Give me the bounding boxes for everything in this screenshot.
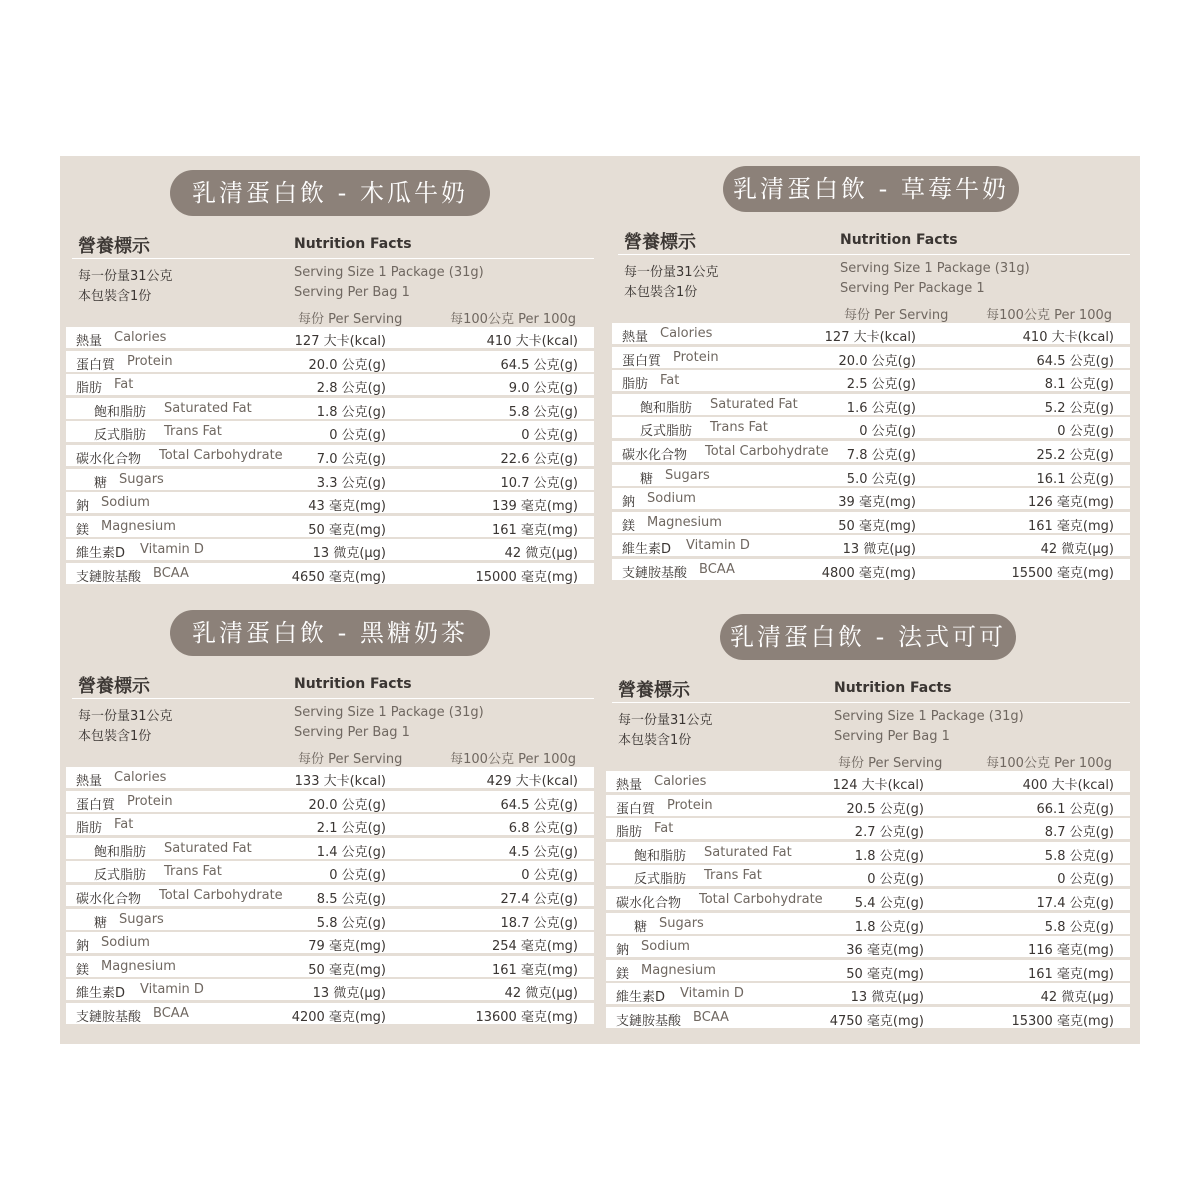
nutrient-name-zh: 飽和脂肪 xyxy=(634,848,687,864)
serving-size-en: Serving Size 1 Package (31g) xyxy=(840,261,1030,276)
servings-per-package-zh: 本包裝含1份 xyxy=(78,289,152,304)
per-100g-value: 429 大卡(kcal) xyxy=(486,774,578,789)
nutrient-row xyxy=(66,767,594,788)
serving-info xyxy=(606,705,1130,747)
per-100g-value: 116 毫克(mg) xyxy=(1027,943,1114,959)
nutrient-row xyxy=(612,323,1130,344)
nutrient-name-en: Saturated Fat xyxy=(710,396,798,412)
nutrient-row xyxy=(66,791,594,812)
nutrient-row xyxy=(66,563,594,584)
per-100g-value: 42 微克(μg) xyxy=(1040,990,1114,1006)
nutrient-name-en: Calories xyxy=(114,330,167,345)
per-100g-value: 5.8 公克(g) xyxy=(1044,848,1114,864)
nutrient-row xyxy=(66,351,594,372)
per-serving-value: 133 大卡(kcal) xyxy=(294,774,386,789)
nutrient-name-zh: 維生素D xyxy=(622,542,672,558)
nutrient-row xyxy=(606,983,1130,1004)
nutrient-rows xyxy=(66,327,594,584)
nutrient-name-en: Fat xyxy=(660,373,680,389)
nutrient-row xyxy=(606,771,1130,792)
nutrient-name-en: Trans Fat xyxy=(164,864,222,880)
per-serving-value: 50 毫克(mg) xyxy=(846,966,924,982)
nutrient-name-en: Total Carbohydrate xyxy=(159,887,283,903)
nutrient-row xyxy=(612,535,1130,556)
nutrient-name-zh: 鈉 xyxy=(622,495,636,511)
nutrient-row xyxy=(66,838,594,859)
nutrition-label-en: Nutrition Facts xyxy=(294,676,412,692)
nutrient-row xyxy=(66,932,594,953)
nutrient-name-zh: 碳水化合物 xyxy=(622,447,688,463)
per-100g-value: 25.2 公克(g) xyxy=(1036,447,1114,463)
per-100g-value: 5.2 公克(g) xyxy=(1044,400,1114,416)
nutrient-row xyxy=(66,374,594,395)
nutrient-name-zh: 熱量 xyxy=(76,774,103,789)
per-100g-value: 400 大卡(kcal) xyxy=(1022,778,1114,793)
nutrient-name-en: Vitamin D xyxy=(140,982,204,998)
servings-per-package-en: Serving Per Package 1 xyxy=(840,281,985,296)
nutrition-header xyxy=(612,224,1130,254)
nutrient-name-zh: 熱量 xyxy=(622,330,649,345)
per-100g-value: 15300 毫克(mg) xyxy=(1011,1013,1114,1029)
per-serving-value: 13 微克(μg) xyxy=(842,542,916,558)
column-headers xyxy=(66,743,594,767)
servings-per-package-en: Serving Per Bag 1 xyxy=(834,729,950,744)
nutrient-name-zh: 鈉 xyxy=(76,499,90,515)
nutrient-rows xyxy=(606,771,1130,1028)
nutrient-name-en: Sodium xyxy=(101,495,150,511)
nutrition-panel-brown-sugar-milk-tea xyxy=(66,610,594,1027)
nutrient-name-en: Total Carbohydrate xyxy=(705,443,829,459)
serving-size-en: Serving Size 1 Package (31g) xyxy=(294,265,484,280)
nutrient-name-en: Calories xyxy=(660,326,713,341)
nutrient-name-en: Sodium xyxy=(647,491,696,507)
per-serving-value: 8.5 公克(g) xyxy=(316,891,386,907)
per-100g-value: 410 大卡(kcal) xyxy=(1022,330,1114,345)
nutrient-row xyxy=(66,956,594,977)
per-100g-value: 139 毫克(mg) xyxy=(491,499,578,515)
nutrient-row xyxy=(612,347,1130,368)
nutrient-row xyxy=(606,889,1130,910)
nutrition-header xyxy=(606,672,1130,702)
serving-size-en: Serving Size 1 Package (31g) xyxy=(834,709,1024,724)
nutrient-name-zh: 鎂 xyxy=(76,962,90,978)
flavor-title-pill: 乳清蛋白飲 - 黑糖奶茶 xyxy=(170,610,490,656)
nutrient-row xyxy=(606,936,1130,957)
nutrient-name-en: Magnesium xyxy=(647,514,722,530)
nutrient-row xyxy=(606,1007,1130,1028)
per-serving-value: 7.8 公克(g) xyxy=(846,447,916,463)
per-serving-value: 50 毫克(mg) xyxy=(308,522,386,538)
nutrient-name-en: BCAA xyxy=(699,561,735,577)
per-serving-value: 20.5 公克(g) xyxy=(846,801,924,817)
nutrient-row xyxy=(66,398,594,419)
nutrient-row xyxy=(612,417,1130,438)
nutrient-row xyxy=(66,885,594,906)
nutrition-label-zh: 營養標示 xyxy=(78,236,150,257)
nutrient-row xyxy=(66,516,594,537)
nutrient-row xyxy=(606,795,1130,816)
nutrient-name-en: Vitamin D xyxy=(140,542,204,558)
per-serving-value: 0 公克(g) xyxy=(329,428,386,444)
nutrient-name-zh: 支鏈胺基酸 xyxy=(76,569,142,585)
nutrient-name-zh: 脂肪 xyxy=(76,381,103,397)
per-serving-value: 5.8 公克(g) xyxy=(316,915,386,931)
header-divider xyxy=(612,702,1130,703)
per-serving-value: 0 公克(g) xyxy=(859,424,916,440)
nutrient-name-zh: 反式脂肪 xyxy=(634,872,687,888)
per-100g-value: 42 微克(μg) xyxy=(504,546,578,562)
per-serving-value: 124 大卡(kcal) xyxy=(832,778,924,793)
nutrient-name-zh: 支鏈胺基酸 xyxy=(622,565,688,581)
per-100g-value: 0 公克(g) xyxy=(1057,872,1114,888)
nutrient-name-en: Fat xyxy=(654,821,674,837)
nutrient-row xyxy=(66,445,594,466)
nutrient-name-zh: 蛋白質 xyxy=(622,353,662,369)
nutrient-name-en: Protein xyxy=(127,793,173,809)
per-serving-value: 0 公克(g) xyxy=(867,872,924,888)
nutrient-row xyxy=(66,492,594,513)
per-serving-value: 1.4 公克(g) xyxy=(316,844,386,860)
nutrient-row xyxy=(612,465,1130,486)
nutrient-name-zh: 碳水化合物 xyxy=(76,891,142,907)
per-100g-value: 9.0 公克(g) xyxy=(508,381,578,397)
nutrient-name-en: BCAA xyxy=(693,1009,729,1025)
nutrient-name-zh: 熱量 xyxy=(616,778,643,793)
serving-info xyxy=(612,257,1130,299)
nutrient-row xyxy=(612,512,1130,533)
nutrient-row xyxy=(612,559,1130,580)
nutrient-name-en: Protein xyxy=(667,797,713,813)
nutrient-name-en: Vitamin D xyxy=(680,986,744,1002)
nutrient-name-zh: 維生素D xyxy=(616,990,666,1006)
per-100g-value: 64.5 公克(g) xyxy=(1036,353,1114,369)
nutrient-name-zh: 飽和脂肪 xyxy=(94,404,147,420)
per-100g-value: 15000 毫克(mg) xyxy=(475,569,578,585)
nutrient-rows xyxy=(66,767,594,1024)
nutrient-name-zh: 糖 xyxy=(94,475,108,491)
serving-size-zh: 每一份量31公克 xyxy=(78,709,173,724)
nutrient-row xyxy=(612,488,1130,509)
nutrient-name-zh: 飽和脂肪 xyxy=(94,844,147,860)
servings-per-package-zh: 本包裝含1份 xyxy=(624,285,698,300)
nutrient-row xyxy=(612,394,1130,415)
nutrition-label-en: Nutrition Facts xyxy=(834,680,952,696)
per-100g-value: 254 毫克(mg) xyxy=(491,939,578,955)
nutrient-name-en: Protein xyxy=(127,353,173,369)
nutrient-name-en: Fat xyxy=(114,817,134,833)
nutrient-name-en: BCAA xyxy=(153,565,189,581)
flavor-title-pill: 乳清蛋白飲 - 木瓜牛奶 xyxy=(170,170,490,216)
per-serving-value: 2.8 公克(g) xyxy=(316,381,386,397)
col-per-100g: 每100公克 Per 100g xyxy=(986,308,1112,323)
per-100g-value: 13600 毫克(mg) xyxy=(475,1009,578,1025)
per-100g-value: 15500 毫克(mg) xyxy=(1011,565,1114,581)
servings-per-package-zh: 本包裝含1份 xyxy=(78,729,152,744)
nutrient-name-zh: 鎂 xyxy=(76,522,90,538)
per-serving-value: 79 毫克(mg) xyxy=(308,939,386,955)
nutrient-row xyxy=(66,539,594,560)
nutrient-name-en: Sugars xyxy=(119,471,164,487)
nutrient-name-zh: 反式脂肪 xyxy=(94,428,147,444)
nutrient-row xyxy=(66,327,594,348)
nutrient-name-zh: 反式脂肪 xyxy=(94,868,147,884)
servings-per-package-zh: 本包裝含1份 xyxy=(618,733,692,748)
per-serving-value: 5.4 公克(g) xyxy=(854,895,924,911)
col-per-serving: 每份 Per Serving xyxy=(298,752,403,767)
per-serving-value: 7.0 公克(g) xyxy=(316,451,386,467)
nutrient-name-zh: 脂肪 xyxy=(616,825,643,841)
per-serving-value: 13 微克(μg) xyxy=(850,990,924,1006)
col-per-100g: 每100公克 Per 100g xyxy=(450,752,576,767)
nutrient-name-en: Magnesium xyxy=(101,518,176,534)
nutrient-name-zh: 碳水化合物 xyxy=(76,451,142,467)
per-100g-value: 42 微克(μg) xyxy=(504,986,578,1002)
nutrition-panel-strawberry-milk xyxy=(612,166,1130,583)
per-100g-value: 27.4 公克(g) xyxy=(500,891,578,907)
per-100g-value: 5.8 公克(g) xyxy=(1044,919,1114,935)
per-100g-value: 0 公克(g) xyxy=(1057,424,1114,440)
serving-size-zh: 每一份量31公克 xyxy=(618,713,713,728)
nutrient-name-en: Calories xyxy=(654,774,707,789)
per-100g-value: 161 毫克(mg) xyxy=(491,522,578,538)
nutrient-name-en: Saturated Fat xyxy=(704,844,792,860)
nutrient-rows xyxy=(612,323,1130,580)
nutrient-row xyxy=(612,370,1130,391)
serving-info xyxy=(66,701,594,743)
nutrient-row xyxy=(606,865,1130,886)
nutrient-row xyxy=(66,861,594,882)
per-100g-value: 6.8 公克(g) xyxy=(508,821,578,837)
per-100g-value: 16.1 公克(g) xyxy=(1036,471,1114,487)
per-serving-value: 1.8 公克(g) xyxy=(854,848,924,864)
serving-size-zh: 每一份量31公克 xyxy=(78,269,173,284)
header-divider xyxy=(72,258,594,259)
nutrition-label-zh: 營養標示 xyxy=(618,680,690,701)
per-serving-value: 4750 毫克(mg) xyxy=(829,1013,924,1029)
nutrient-name-zh: 維生素D xyxy=(76,986,126,1002)
nutrient-row xyxy=(606,913,1130,934)
nutrient-name-en: Sugars xyxy=(659,915,704,931)
nutrient-name-zh: 脂肪 xyxy=(76,821,103,837)
col-per-serving: 每份 Per Serving xyxy=(844,308,949,323)
per-serving-value: 43 毫克(mg) xyxy=(308,499,386,515)
per-serving-value: 2.5 公克(g) xyxy=(846,377,916,393)
per-serving-value: 4800 毫克(mg) xyxy=(821,565,916,581)
nutrient-name-en: Saturated Fat xyxy=(164,400,252,416)
per-100g-value: 17.4 公克(g) xyxy=(1036,895,1114,911)
per-serving-value: 2.7 公克(g) xyxy=(854,825,924,841)
per-100g-value: 0 公克(g) xyxy=(521,428,578,444)
nutrient-name-zh: 蛋白質 xyxy=(76,797,116,813)
nutrient-name-zh: 熱量 xyxy=(76,334,103,349)
per-serving-value: 13 微克(μg) xyxy=(312,546,386,562)
nutrient-name-zh: 鎂 xyxy=(616,966,630,982)
nutrient-name-zh: 飽和脂肪 xyxy=(640,400,693,416)
nutrient-name-en: Sugars xyxy=(665,467,710,483)
per-100g-value: 22.6 公克(g) xyxy=(500,451,578,467)
nutrient-row xyxy=(66,814,594,835)
per-100g-value: 18.7 公克(g) xyxy=(500,915,578,931)
per-100g-value: 66.1 公克(g) xyxy=(1036,801,1114,817)
per-serving-value: 0 公克(g) xyxy=(329,868,386,884)
per-serving-value: 20.0 公克(g) xyxy=(308,357,386,373)
header-divider xyxy=(618,254,1130,255)
serving-size-en: Serving Size 1 Package (31g) xyxy=(294,705,484,720)
nutrient-name-zh: 脂肪 xyxy=(622,377,649,393)
nutrient-name-en: Calories xyxy=(114,770,167,785)
nutrient-name-zh: 糖 xyxy=(94,915,108,931)
nutrient-row xyxy=(66,909,594,930)
per-serving-value: 4650 毫克(mg) xyxy=(291,569,386,585)
nutrient-row xyxy=(606,818,1130,839)
per-100g-value: 410 大卡(kcal) xyxy=(486,334,578,349)
nutrient-name-en: Magnesium xyxy=(641,962,716,978)
nutrient-name-zh: 鎂 xyxy=(622,518,636,534)
per-serving-value: 20.0 公克(g) xyxy=(838,353,916,369)
flavor-title-pill: 乳清蛋白飲 - 草莓牛奶 xyxy=(723,166,1019,212)
per-serving-value: 4200 毫克(mg) xyxy=(291,1009,386,1025)
nutrient-name-en: Trans Fat xyxy=(710,420,768,436)
per-serving-value: 2.1 公克(g) xyxy=(316,821,386,837)
per-serving-value: 3.3 公克(g) xyxy=(316,475,386,491)
nutrient-name-en: Protein xyxy=(673,349,719,365)
nutrition-panel-french-cocoa xyxy=(606,614,1130,1031)
per-100g-value: 64.5 公克(g) xyxy=(500,797,578,813)
nutrient-name-en: Sugars xyxy=(119,911,164,927)
nutrient-row xyxy=(606,960,1130,981)
nutrient-row xyxy=(606,842,1130,863)
per-serving-value: 127 大卡(kcal) xyxy=(294,334,386,349)
per-serving-value: 13 微克(μg) xyxy=(312,986,386,1002)
per-100g-value: 161 毫克(mg) xyxy=(1027,518,1114,534)
nutrient-name-zh: 鈉 xyxy=(616,943,630,959)
nutrient-name-zh: 碳水化合物 xyxy=(616,895,682,911)
nutrient-name-zh: 糖 xyxy=(634,919,648,935)
nutrition-panel-papaya-milk xyxy=(66,170,594,587)
nutrient-name-zh: 蛋白質 xyxy=(616,801,656,817)
per-serving-value: 50 毫克(mg) xyxy=(308,962,386,978)
servings-per-package-en: Serving Per Bag 1 xyxy=(294,725,410,740)
nutrient-name-zh: 維生素D xyxy=(76,546,126,562)
per-100g-value: 0 公克(g) xyxy=(521,868,578,884)
nutrient-name-zh: 糖 xyxy=(640,471,654,487)
col-per-100g: 每100公克 Per 100g xyxy=(986,756,1112,771)
nutrient-row xyxy=(612,441,1130,462)
nutrient-name-en: Trans Fat xyxy=(164,424,222,440)
per-serving-value: 50 毫克(mg) xyxy=(838,518,916,534)
nutrient-name-en: Vitamin D xyxy=(686,538,750,554)
per-serving-value: 1.8 公克(g) xyxy=(316,404,386,420)
column-headers xyxy=(612,299,1130,323)
nutrition-label-en: Nutrition Facts xyxy=(294,236,412,252)
nutrient-row xyxy=(66,979,594,1000)
serving-info xyxy=(66,261,594,303)
nutrient-row xyxy=(66,1003,594,1024)
nutrient-name-zh: 支鏈胺基酸 xyxy=(616,1013,682,1029)
nutrient-name-en: Total Carbohydrate xyxy=(699,891,823,907)
nutrition-label-zh: 營養標示 xyxy=(78,676,150,697)
per-100g-value: 5.8 公克(g) xyxy=(508,404,578,420)
nutrient-name-en: Fat xyxy=(114,377,134,393)
nutrient-name-en: Sodium xyxy=(101,935,150,951)
nutrient-name-en: Saturated Fat xyxy=(164,840,252,856)
nutrition-header xyxy=(66,228,594,258)
per-100g-value: 161 毫克(mg) xyxy=(491,962,578,978)
serving-size-zh: 每一份量31公克 xyxy=(624,265,719,280)
servings-per-package-en: Serving Per Bag 1 xyxy=(294,285,410,300)
per-100g-value: 161 毫克(mg) xyxy=(1027,966,1114,982)
per-100g-value: 10.7 公克(g) xyxy=(500,475,578,491)
per-100g-value: 8.7 公克(g) xyxy=(1044,825,1114,841)
per-100g-value: 126 毫克(mg) xyxy=(1027,495,1114,511)
nutrient-name-zh: 蛋白質 xyxy=(76,357,116,373)
column-headers xyxy=(66,303,594,327)
nutrition-label-zh: 營養標示 xyxy=(624,232,696,253)
nutrient-name-en: Magnesium xyxy=(101,958,176,974)
per-serving-value: 1.8 公克(g) xyxy=(854,919,924,935)
nutrient-name-zh: 鈉 xyxy=(76,939,90,955)
nutrient-row xyxy=(66,469,594,490)
col-per-serving: 每份 Per Serving xyxy=(838,756,943,771)
nutrient-name-zh: 反式脂肪 xyxy=(640,424,693,440)
nutrient-name-en: Trans Fat xyxy=(704,868,762,884)
nutrient-name-en: Total Carbohydrate xyxy=(159,447,283,463)
per-serving-value: 1.6 公克(g) xyxy=(846,400,916,416)
col-per-100g: 每100公克 Per 100g xyxy=(450,312,576,327)
nutrition-header xyxy=(66,668,594,698)
per-serving-value: 20.0 公克(g) xyxy=(308,797,386,813)
per-serving-value: 39 毫克(mg) xyxy=(838,495,916,511)
per-100g-value: 42 微克(μg) xyxy=(1040,542,1114,558)
per-serving-value: 36 毫克(mg) xyxy=(846,943,924,959)
header-divider xyxy=(72,698,594,699)
nutrient-name-zh: 支鏈胺基酸 xyxy=(76,1009,142,1025)
nutrient-row xyxy=(66,421,594,442)
nutrient-name-en: BCAA xyxy=(153,1005,189,1021)
column-headers xyxy=(606,747,1130,771)
per-serving-value: 127 大卡(kcal) xyxy=(824,330,916,345)
per-serving-value: 5.0 公克(g) xyxy=(846,471,916,487)
per-100g-value: 4.5 公克(g) xyxy=(508,844,578,860)
flavor-title-pill: 乳清蛋白飲 - 法式可可 xyxy=(720,614,1016,660)
nutrient-name-en: Sodium xyxy=(641,939,690,955)
nutrition-label-en: Nutrition Facts xyxy=(840,232,958,248)
col-per-serving: 每份 Per Serving xyxy=(298,312,403,327)
per-100g-value: 64.5 公克(g) xyxy=(500,357,578,373)
per-100g-value: 8.1 公克(g) xyxy=(1044,377,1114,393)
